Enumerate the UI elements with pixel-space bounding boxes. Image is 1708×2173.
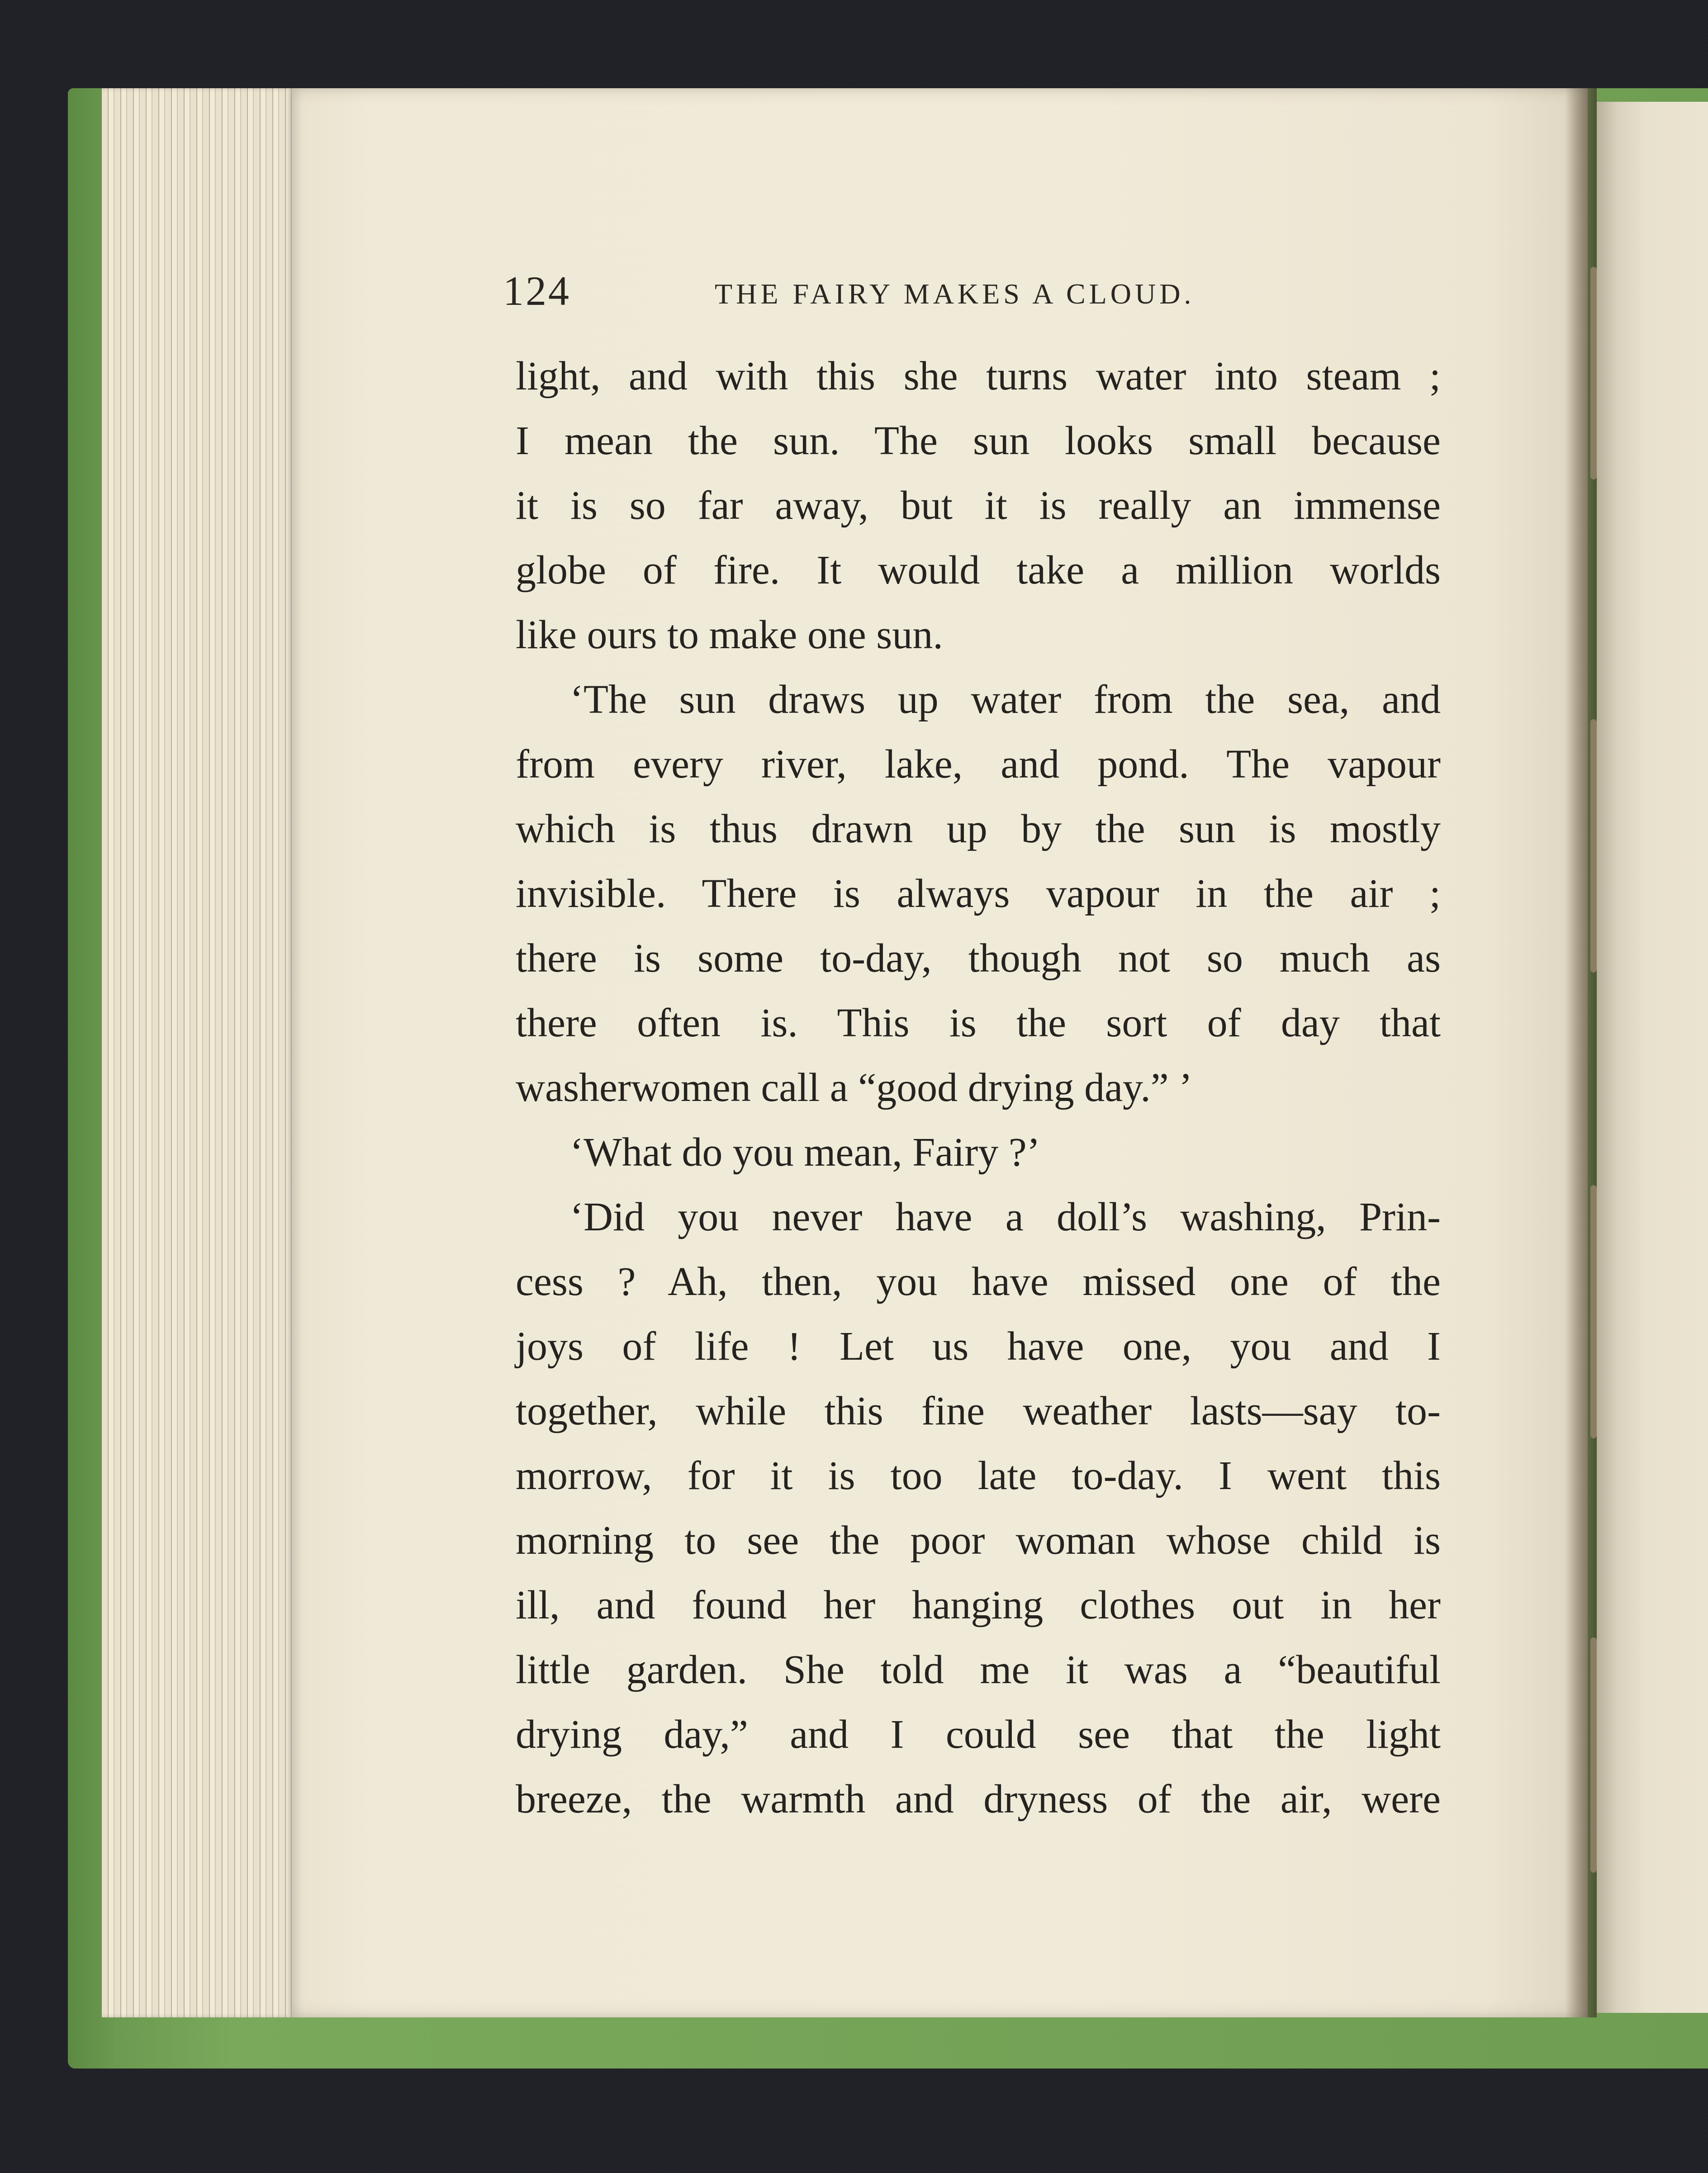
text-line: ‘What do you mean, Fairy ?’ <box>570 1130 1040 1175</box>
facing-page <box>1597 102 1708 2013</box>
text-line: ‘Did you never have a doll’s washing, Prin- <box>570 1195 1441 1239</box>
text-line: morning to see the poor woman whose child is <box>516 1518 1441 1563</box>
text-line: together, while this fine weather lasts—say to- <box>516 1389 1441 1433</box>
text-line: ‘The sun draws up water from the sea, and <box>570 677 1441 722</box>
text-line: invisible. There is always vapour in the air ; <box>516 871 1441 916</box>
text-line: ill, and found her hanging clothes out in her <box>516 1583 1441 1627</box>
text-line: morrow, for it is too late to-day. I went this <box>516 1453 1441 1498</box>
text-line: cess ? Ah, then, you have missed one of the <box>516 1259 1441 1304</box>
text-line: globe of fire. It would take a million worlds <box>516 548 1441 593</box>
binding-thread-mark <box>1590 267 1597 479</box>
text-line: light, and with this she turns water into steam ; <box>516 354 1441 399</box>
text-line: little garden. She told me it was a “beautiful <box>516 1647 1441 1692</box>
text-line: it is so far away, but it is really an immense <box>516 483 1441 528</box>
running-head <box>503 266 1272 316</box>
text-line: washerwomen call a “good drying day.” ’ <box>516 1065 1193 1110</box>
body-text <box>516 344 1441 1831</box>
text-line: from every river, lake, and pond. The vapour <box>516 742 1441 787</box>
text-line: drying day,” and I could see that the light <box>516 1712 1441 1757</box>
binding-thread-mark <box>1590 1637 1597 1873</box>
text-line: breeze, the warmth and dryness of the air, were <box>516 1777 1441 1822</box>
text-line: like ours to make one sun. <box>516 612 943 657</box>
text-line: there is some to-day, though not so much as <box>516 936 1441 981</box>
binding-thread-mark <box>1590 1185 1597 1438</box>
chapter-title: THE FAIRY MAKES A CLOUD. <box>715 278 1195 310</box>
text-line: there often is. This is the sort of day that <box>516 1001 1441 1045</box>
page-edges-stack <box>102 88 292 2017</box>
text-line: joys of life ! Let us have one, you and I <box>516 1324 1441 1369</box>
text-line: which is thus drawn up by the sun is mostly <box>516 807 1441 851</box>
binding-thread-mark <box>1590 719 1597 973</box>
text-line: I mean the sun. The sun looks small because <box>516 418 1441 463</box>
page-number: 124 <box>503 268 571 314</box>
